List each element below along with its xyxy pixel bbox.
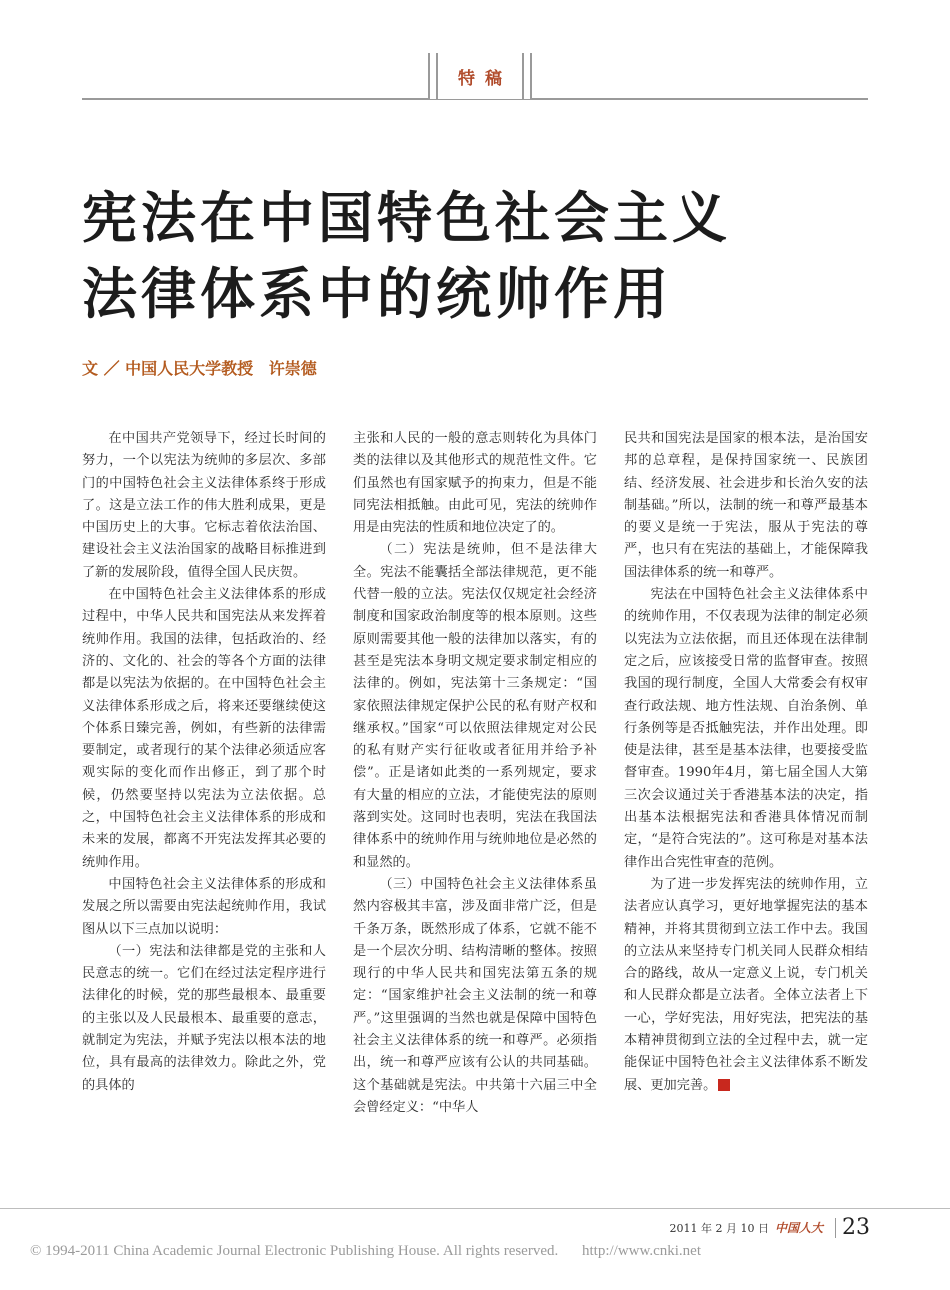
- paragraph: 在中国共产党领导下，经过长时间的努力，一个以宪法为统帅的多层次、多部门的中国特色社会主义法律体系终于形成了。这是立法工作的伟大胜利成果，更是中国历史上的大事。它标志着依法治国、建设社会主义法治国家的战略目标推进到了新的发展阶段，值得全国人民庆贺。: [82, 431, 326, 580]
- byline-prefix: 文 ／ 中国人民大学教授: [82, 359, 254, 378]
- paragraph: 宪法在中国特色社会主义法律体系中的统帅作用，不仅表现为法律的制定必须以宪法为立法依据，而且还体现在法律制定之后，应该接受日常的监督审查。按照我国的现行制度，全国人大常委会有权审查行政法规、地方性法规、自治条例、单行条例等是否抵触宪法，并作出处理。即使是法律，甚至是基本法律，也要接受监督审查。1990年4月，第七届全国人大第三次会议通过关于香港基本法的决定，指出基本法根据宪法和香港具体情况而制定，“是符合宪法的”。这可称是对基本法律作出合宪性审查的范例。: [624, 587, 868, 870]
- footer-rule: [0, 1208, 950, 1209]
- copyright-text: © 1994-2011 China Academic Journal Electronic Publishing House. All rights reserved.: [30, 1243, 559, 1259]
- paragraph: （一）宪法和法律都是党的主张和人民意志的统一。它们在经过法定程序进行法律化的时候，党的那些最根本、最重要的主张以及人民最根本、最重要的意志，就制定为宪法，并赋予宪法以根本法的地位，具有最高的法律效力。除此之外，党的具体的: [82, 943, 326, 1093]
- text-column-1: [82, 428, 326, 1097]
- section-label: 特稿: [458, 68, 512, 89]
- author-name: 许崇德: [268, 359, 317, 378]
- paragraph: [624, 874, 868, 1097]
- paragraph-continued: 主张和人民的一般的意志则转化为具体门类的法律以及其他形式的规范性文件。它们虽然也有国家赋予的拘束力，但是不能同宪法相抵触。由此可见，宪法的统帅作用是由宪法的性质和地位决定了的。: [353, 431, 597, 536]
- copyright-url: http://www.cnki.net: [582, 1243, 702, 1259]
- paragraph: 中国特色社会主义法律体系的形成和发展之所以需要由宪法起统帅作用，我试图从以下三点加以说明：: [82, 876, 326, 937]
- paragraph-continued: 民共和国宪法是国家的根本法，是治国安邦的总章程，是保持国家统一、民族团结、经济发展、社会进步和长治久安的法制基础。”所以，法制的统一和尊严最基本的要义是统一于宪法，服从于宪法的尊严，也只有在宪法的基础上，才能保障我国法律体系的统一和尊严。: [624, 431, 868, 580]
- text-column-3: [624, 428, 868, 1097]
- footer-divider: [835, 1218, 836, 1238]
- footer-info: [670, 1215, 871, 1240]
- paragraph: 在中国特色社会主义法律体系的形成过程中，中华人民共和国宪法从来发挥着统帅作用。我国的法律，包括政治的、经济的、文化的、社会的等各个方面的法律都是以宪法为依据的。在中国特色社会主义法律体系形成之后，将来还要继续使这个体系日臻完善，例如，有些新的法律需要制定，或者现行的某个法律必须适应客观实际的变化而作出修正，到了那个时候，仍然要坚持以宪法为立法依据。总之，中国特色社会主义法律体系的形成和未来的发展，都离不开宪法发挥其必要的统帅作用。: [82, 587, 326, 870]
- issue-date: 2011 年 2 月 10 日: [669, 1221, 769, 1235]
- article-title: [82, 180, 882, 332]
- byline: [82, 356, 327, 379]
- section-tag: [428, 53, 532, 99]
- end-mark-icon: ★: [718, 1079, 730, 1091]
- journal-name: 中国人大: [774, 1221, 823, 1235]
- paragraph: （三）中国特色社会主义法律体系虽然内容极其丰富，涉及面非常广泛，但是千条万条，既然形成了体系，它就不能不是一个层次分明、结构清晰的整体。按照现行的中华人民共和国宪法第五条的规定：“国家维护社会主义法制的统一和尊严。”这里强调的当然也就是保障中国特色社会主义法律体系的统一和尊严。必须指出，统一和尊严应该有公认的共同基础。这个基础就是宪法。中共第十六届三中全会曾经定义：“中华人: [353, 876, 597, 1115]
- title-line-2: 法律体系中的统帅作用: [82, 262, 673, 326]
- final-paragraph-text: 为了进一步发挥宪法的统帅作用，立法者应认真学习，更好地掌握宪法的基本精神，并将其贯彻到立法工作中去。我国的立法从来坚持专门机关同人民群众相结合的路线，故从一定意义上说，专门机关和人民群众都是立法者。全体立法者上下一心，学好宪法，用好宪法，把宪法的基本精神贯彻到立法的全过程中去，就一定能保证中国特色社会主义法律体系不断发展、更加完善。: [624, 876, 868, 1093]
- text-column-2: [353, 428, 597, 1119]
- page-number: 23: [842, 1215, 870, 1240]
- title-line-1: 宪法在中国特色社会主义: [82, 186, 732, 250]
- paragraph: （二）宪法是统帅，但不是法律大全。宪法不能囊括全部法律规范，更不能代替一般的立法。宪法仅仅规定社会经济制度和国家政治制度等的根本原则。这些原则需要其他一般的法律加以落实，有的甚至是宪法本身明文规定要求制定相应的法律的。例如，宪法第十三条规定：“国家依照法律规定保护公民的私有财产权和继承权。”国家“可以依照法律规定对公民的私有财产实行征收或者征用并给予补偿”。正是诸如此类的一系列规定，要求有大量的相应的立法，才能使宪法的原则落到实处。这同时也表明，宪法在我国法律体系中的统帅作用与统帅地位是必然的和显然的。: [353, 542, 597, 870]
- copyright-notice: [30, 1243, 701, 1260]
